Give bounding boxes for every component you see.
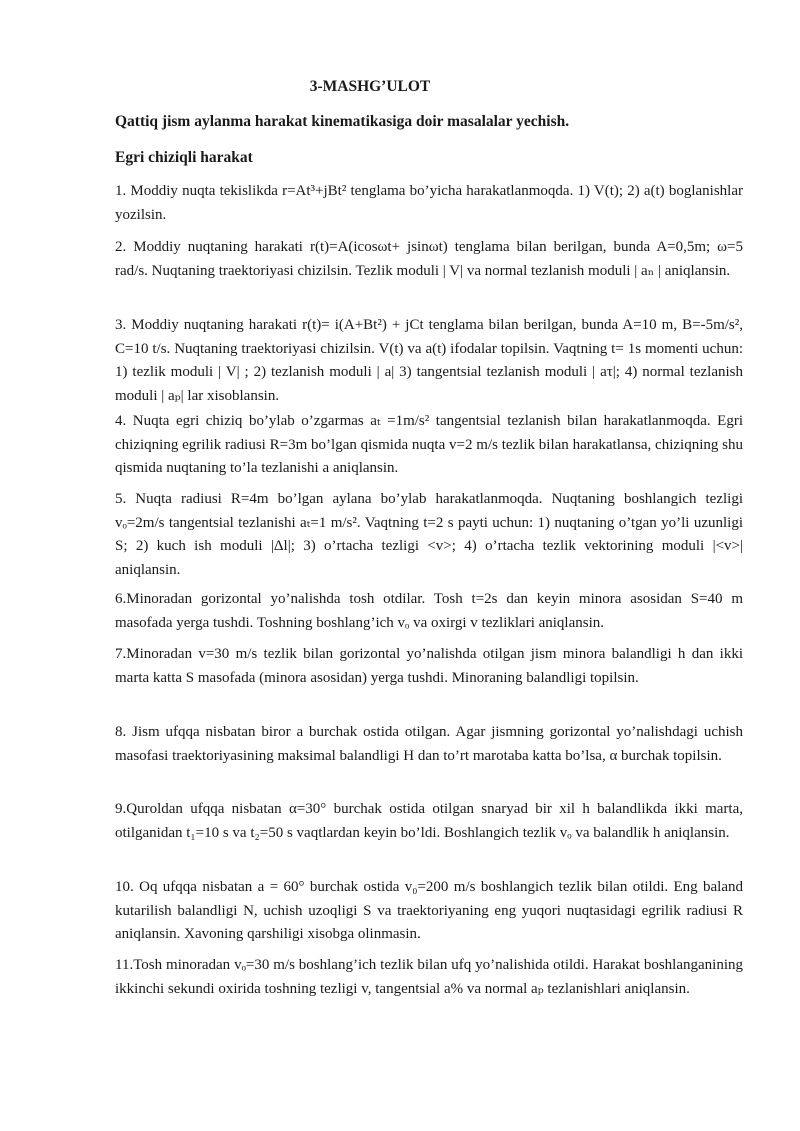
section-heading: Egri chiziqli harakat (115, 149, 253, 166)
page-title: 3-MASHG’ULOT (309, 78, 431, 95)
problem-2: 2. Moddiy nuqtaning harakati r(t)=A(icosωt+ jsinωt) tenglama bilan berilgan, bunda A=0,5m; ω=5 rad/s. Nuqtaning traektoriyasi chizilsin. Tezlik moduli | V| va normal tezlanish moduli | aₙ | aniqlansin. (115, 239, 743, 279)
topic-heading: Qattiq jism aylanma harakat kinematikasiga doir masalalar yechish. (115, 113, 570, 130)
problem-3: 3. Moddiy nuqtaning harakati r(t)= i(A+Bt²) + jCt tenglama bilan berilgan, bunda A=10 m, B=-5m/s², C=10 t/s. Nuqtaning traektoriyasi chizilsin. V(t) va a(t) ifodalar topilsin. Vaqtning t= 1s momenti uchun: 1) tezlik moduli | V| ; 2) tezlanish moduli | a| 3) tangentsial tezlanish moduli | aτ|; 4) normal tezlanish moduli | aₚ| lar xisoblansin. (115, 317, 743, 404)
problem-8: 8. Jism ufqqa nisbatan biror a burchak ostida otilgan. Agar jismning gorizontal yo’nalishdagi uchish masofasi traektoriyasining maksimal balandligi H dan to’rt marotaba katta bo’lsa, α burchak topilsin. (115, 724, 743, 764)
problem-9: 9.Quroldan ufqqa nisbatan α=30° burchak ostida otilgan snaryad bir xil h balandlikda ikki marta, otilganidan t₁=10 s va t₂=50 s vaqtlardan keyin bo’ldi. Boshlangich tezlik vₒ va balandlik h aniqlansin. (115, 801, 743, 841)
problem-5: 5. Nuqta radiusi R=4m bo’lgan aylana bo’ylab harakatlanmoqda. Nuqtaning boshlangich tezligi vₒ=2m/s tangentsial tezlanishi aₜ=1 m/s². Vaqtning t=2 s payti uchun: 1) nuqtaning o’tgan yo’li uzunligi S; 2) kuch ish moduli |Δl|; 3) o’rtacha tezligi <v>; 4) o’rtacha tezlik vektorining moduli |<v>| aniqlansin. (115, 491, 743, 578)
problem-1: 1. Moddiy nuqta tekislikda r=At³+jBt² tenglama bo’yicha harakatlanmoqda. 1) V(t); 2) a(t) boglanishlar yozilsin. (115, 183, 743, 223)
problem-11: 11.Tosh minoradan vₒ=30 m/s boshlang’ich tezlik bilan ufq yo’nalishida otildi. Harakat boshlanganining ikkinchi sekundi oxirida toshning tezligi v, tangentsial a% va normal aₚ tezlanishlari aniqlansin. (115, 957, 743, 997)
problem-10: 10. Oq ufqqa nisbatan a = 60° burchak ostida v₀=200 m/s boshlangich tezlik bilan otildi. Eng baland kutarilish balandligi N, uchish uzoqligi S va traektoriyaning eng yuqori nuqtasidagi egrilik radiusi R aniqlansin. Xavoning qarshiligi xisobga olinmasin. (115, 879, 743, 942)
problem-7: 7.Minoradan v=30 m/s tezlik bilan gorizontal yo’nalishda otilgan jism minora balandligi h dan ikki marta katta S masofada (minora asosidan) yerga tushdi. Minoraning balandligi topilsin. (115, 646, 743, 686)
problem-4: 4. Nuqta egri chiziq bo’ylab o’zgarmas aₜ =1m/s² tangentsial tezlanish bilan harakatlanmoqda. Egri chiziqning egrilik radiusi R=3m bo’lgan qismida nuqta v=2 m/s tezlik bilan harakatlansa, chiziqning shu qismida nuqtaning to’la tezlanishi a aniqlansin. (115, 413, 743, 476)
problem-6: 6.Minoradan gorizontal yo’nalishda tosh otdilar. Tosh t=2s dan keyin minora asosidan S=40 m masofada yerga tushdi. Toshning boshlang’ich vₒ va oxirgi v tezliklari aniqlansin. (115, 591, 743, 631)
